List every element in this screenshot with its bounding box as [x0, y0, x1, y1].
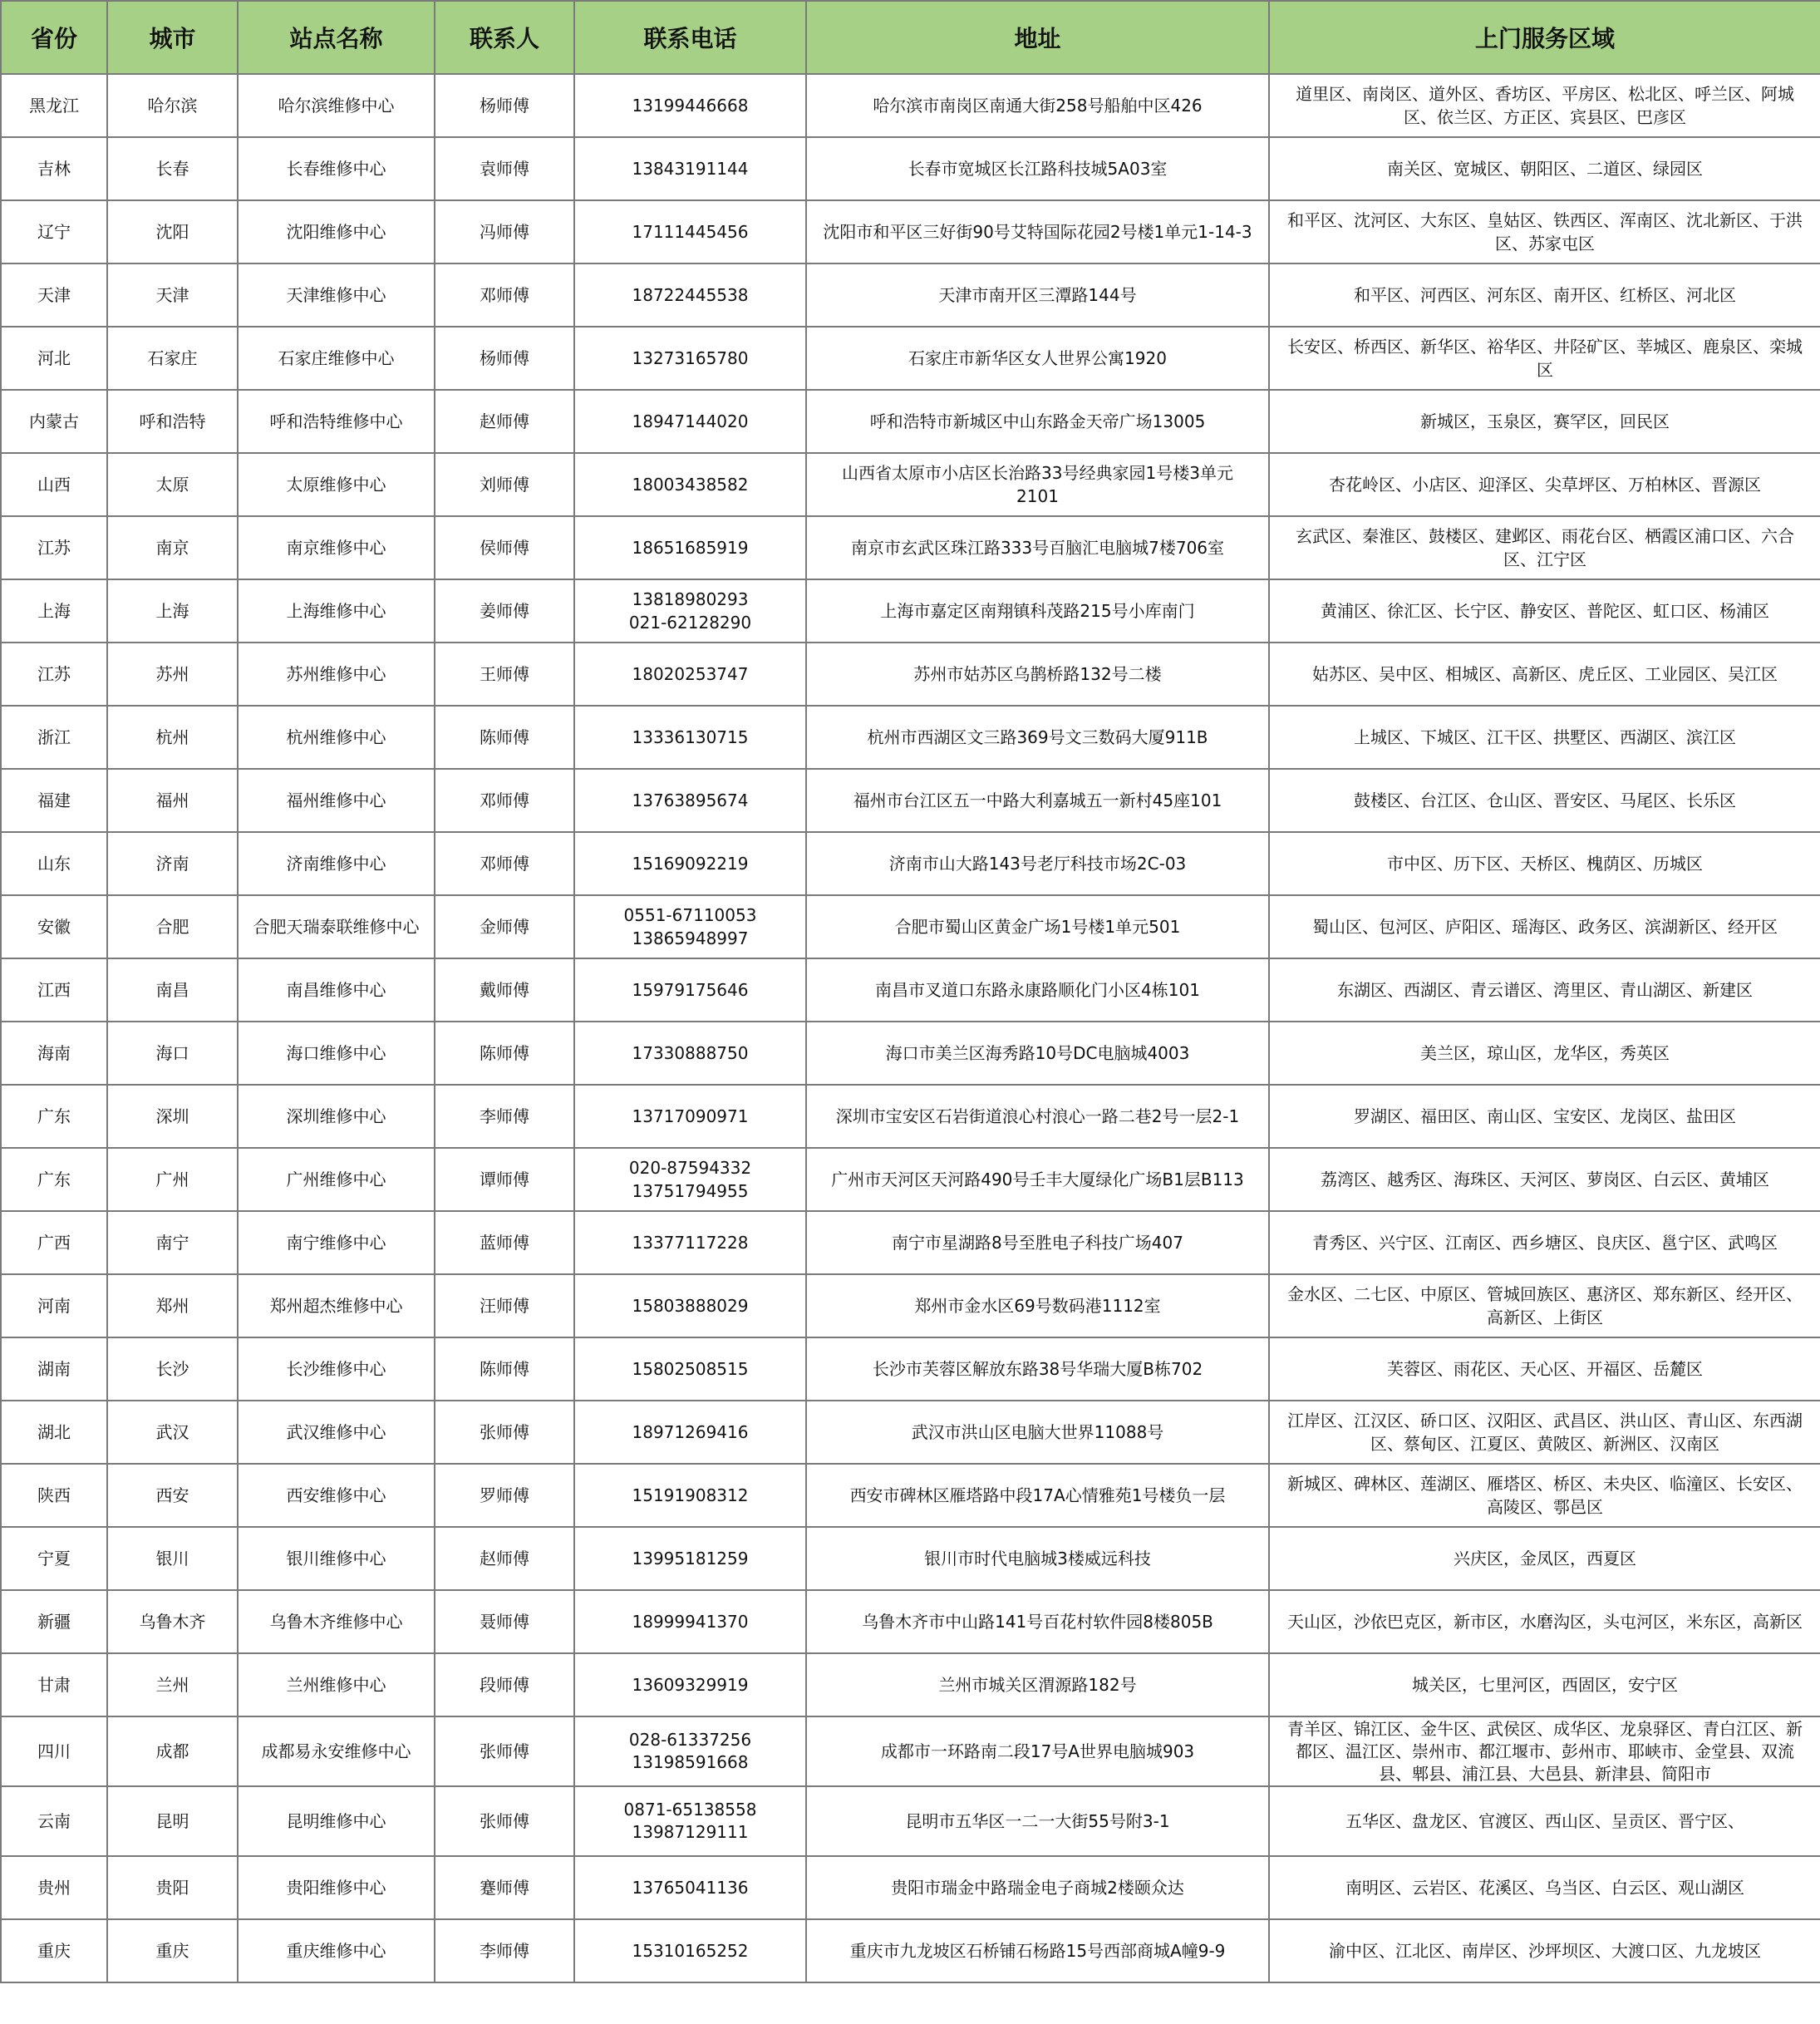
contact-cell: 杨师傅: [435, 74, 574, 137]
phone-number: 17330888750: [632, 1043, 749, 1063]
address-cell: 郑州市金水区69号数码港1112室: [806, 1274, 1269, 1337]
service-area-cell: 蜀山区、包河区、庐阳区、瑶海区、政务区、滨湖新区、经开区: [1269, 895, 1820, 958]
header-city: 城市: [107, 1, 238, 74]
service-area-cell: 青秀区、兴宁区、江南区、西乡塘区、良庆区、邕宁区、武鸣区: [1269, 1211, 1820, 1274]
service-area-cell: 江岸区、江汉区、硚口区、汉阳区、武昌区、洪山区、青山区、东西湖区、蔡甸区、江夏区、黄陂区、新洲区、汉南区: [1269, 1401, 1820, 1464]
city-cell: 武汉: [107, 1401, 238, 1464]
phone-number: 15803888029: [632, 1296, 749, 1316]
city-cell: 合肥: [107, 895, 238, 958]
phone-number: 18999941370: [632, 1612, 749, 1632]
contact-cell: 王师傅: [435, 643, 574, 706]
table-row: [1, 1464, 1820, 1527]
address-cell: 海口市美兰区海秀路10号DC电脑城4003: [806, 1022, 1269, 1085]
contact-cell: 侯师傅: [435, 516, 574, 579]
province-cell: 广东: [1, 1085, 107, 1148]
province-cell: 福建: [1, 769, 107, 832]
province-cell: 吉林: [1, 137, 107, 200]
phone-number: 18722445538: [632, 285, 749, 305]
address-cell: 山西省太原市小店区长治路33号经典家园1号楼3单元2101: [806, 453, 1269, 516]
phone-number: 028-61337256: [628, 1730, 752, 1750]
contact-cell: 陈师傅: [435, 1337, 574, 1401]
phone-cell: [574, 1085, 806, 1148]
province-cell: 辽宁: [1, 200, 107, 263]
phone-cell: [574, 453, 806, 516]
site-name-cell: 呼和浩特维修中心: [238, 390, 435, 453]
table-row: [1, 1786, 1820, 1856]
phone-cell: [574, 1274, 806, 1337]
site-name-cell: 广州维修中心: [238, 1148, 435, 1211]
address-cell: 南宁市星湖路8号至胜电子科技广场407: [806, 1211, 1269, 1274]
address-cell: 重庆市九龙坡区石桥铺石杨路15号西部商城A幢9-9: [806, 1919, 1269, 1982]
site-name-cell: 福州维修中心: [238, 769, 435, 832]
address-cell: 兰州市城关区渭源路182号: [806, 1653, 1269, 1716]
contact-cell: 李师傅: [435, 1085, 574, 1148]
city-cell: 长沙: [107, 1337, 238, 1401]
contact-cell: 姜师傅: [435, 579, 574, 643]
phone-cell: [574, 706, 806, 769]
phone-number: 0871-65138558: [623, 1800, 757, 1820]
site-name-cell: 上海维修中心: [238, 579, 435, 643]
city-cell: 重庆: [107, 1919, 238, 1982]
phone-cell: [574, 390, 806, 453]
city-cell: 沈阳: [107, 200, 238, 263]
table-row: [1, 1716, 1820, 1786]
city-cell: 太原: [107, 453, 238, 516]
service-area-cell: 荔湾区、越秀区、海珠区、天河区、萝岗区、白云区、黄埔区: [1269, 1148, 1820, 1211]
address-cell: 广州市天河区天河路490号壬丰大厦绿化广场B1层B113: [806, 1148, 1269, 1211]
table-row: [1, 74, 1820, 137]
service-area-cell: 芙蓉区、雨花区、天心区、开福区、岳麓区: [1269, 1337, 1820, 1401]
contact-cell: 张师傅: [435, 1401, 574, 1464]
province-cell: 贵州: [1, 1856, 107, 1919]
contact-cell: 陈师傅: [435, 1022, 574, 1085]
address-cell: 沈阳市和平区三好街90号艾特国际花园2号楼1单元1-14-3: [806, 200, 1269, 263]
phone-cell: [574, 137, 806, 200]
table-row: [1, 516, 1820, 579]
header-service-area: 上门服务区域: [1269, 1, 1820, 74]
table-row: [1, 1401, 1820, 1464]
city-cell: 南昌: [107, 958, 238, 1022]
table-row: [1, 579, 1820, 643]
city-cell: 上海: [107, 579, 238, 643]
site-name-cell: 武汉维修中心: [238, 1401, 435, 1464]
city-cell: 长春: [107, 137, 238, 200]
phone-number: 13751794955: [632, 1181, 749, 1201]
phone-number: 13865948997: [632, 928, 749, 948]
phone-cell: [574, 516, 806, 579]
table-row: [1, 1919, 1820, 1982]
service-area-cell: 新城区、碑林区、莲湖区、雁塔区、桥区、未央区、临潼区、长安区、高陵区、鄠邑区: [1269, 1464, 1820, 1527]
province-cell: 山东: [1, 832, 107, 895]
city-cell: 广州: [107, 1148, 238, 1211]
table-row: [1, 643, 1820, 706]
province-cell: 甘肃: [1, 1653, 107, 1716]
site-name-cell: 沈阳维修中心: [238, 200, 435, 263]
contact-cell: 张师傅: [435, 1716, 574, 1786]
province-cell: 安徽: [1, 895, 107, 958]
service-area-cell: 渝中区、江北区、南岸区、沙坪坝区、大渡口区、九龙坡区: [1269, 1919, 1820, 1982]
site-name-cell: 成都易永安维修中心: [238, 1716, 435, 1786]
table-row: [1, 263, 1820, 327]
service-area-cell: 姑苏区、吴中区、相城区、高新区、虎丘区、工业园区、吴江区: [1269, 643, 1820, 706]
phone-number: 020-87594332: [628, 1158, 752, 1178]
phone-number: 18971269416: [632, 1422, 749, 1442]
province-cell: 天津: [1, 263, 107, 327]
phone-number: 13995181259: [632, 1549, 749, 1568]
phone-cell: [574, 263, 806, 327]
table-row: [1, 769, 1820, 832]
table-row: [1, 706, 1820, 769]
phone-number: 15169092219: [632, 854, 749, 874]
address-cell: 南昌市叉道口东路永康路顺化门小区4栋101: [806, 958, 1269, 1022]
contact-cell: 汪师傅: [435, 1274, 574, 1337]
province-cell: 云南: [1, 1786, 107, 1856]
address-cell: 杭州市西湖区文三路369号文三数码大厦911B: [806, 706, 1269, 769]
province-cell: 内蒙古: [1, 390, 107, 453]
address-cell: 武汉市洪山区电脑大世界11088号: [806, 1401, 1269, 1464]
site-name-cell: 郑州超杰维修中心: [238, 1274, 435, 1337]
city-cell: 哈尔滨: [107, 74, 238, 137]
phone-number: 13717090971: [632, 1106, 749, 1126]
phone-cell: [574, 200, 806, 263]
table-row: [1, 1337, 1820, 1401]
site-name-cell: 南京维修中心: [238, 516, 435, 579]
province-cell: 四川: [1, 1716, 107, 1786]
contact-cell: 陈师傅: [435, 706, 574, 769]
site-name-cell: 杭州维修中心: [238, 706, 435, 769]
province-cell: 广西: [1, 1211, 107, 1274]
phone-cell: [574, 579, 806, 643]
phone-number: 0551-67110053: [623, 905, 757, 925]
service-area-cell: 鼓楼区、台江区、仓山区、晋安区、马尾区、长乐区: [1269, 769, 1820, 832]
address-cell: 长沙市芙蓉区解放东路38号华瑞大厦B栋702: [806, 1337, 1269, 1401]
province-cell: 湖南: [1, 1337, 107, 1401]
phone-cell: [574, 1527, 806, 1590]
site-name-cell: 太原维修中心: [238, 453, 435, 516]
address-cell: 昆明市五华区一二一大街55号附3-1: [806, 1786, 1269, 1856]
city-cell: 苏州: [107, 643, 238, 706]
service-area-cell: 美兰区，琼山区，龙华区，秀英区: [1269, 1022, 1820, 1085]
phone-number: 18651685919: [632, 538, 749, 558]
province-cell: 江苏: [1, 516, 107, 579]
table-row: [1, 1590, 1820, 1653]
city-cell: 银川: [107, 1527, 238, 1590]
table-row: [1, 1856, 1820, 1919]
city-cell: 石家庄: [107, 327, 238, 390]
province-cell: 江苏: [1, 643, 107, 706]
phone-number: 15191908312: [632, 1485, 749, 1505]
contact-cell: 张师傅: [435, 1786, 574, 1856]
contact-cell: 刘师傅: [435, 453, 574, 516]
phone-cell: [574, 1716, 806, 1786]
header-province: 省份: [1, 1, 107, 74]
city-cell: 济南: [107, 832, 238, 895]
site-name-cell: 海口维修中心: [238, 1022, 435, 1085]
service-area-cell: 南关区、宽城区、朝阳区、二道区、绿园区: [1269, 137, 1820, 200]
city-cell: 西安: [107, 1464, 238, 1527]
header-site-name: 站点名称: [238, 1, 435, 74]
contact-cell: 李师傅: [435, 1919, 574, 1982]
city-cell: 贵阳: [107, 1856, 238, 1919]
phone-number: 18947144020: [632, 411, 749, 431]
phone-number: 13336130715: [632, 727, 749, 747]
phone-cell: [574, 1022, 806, 1085]
city-cell: 兰州: [107, 1653, 238, 1716]
address-cell: 长春市宽城区长江路科技城5A03室: [806, 137, 1269, 200]
phone-cell: [574, 74, 806, 137]
phone-number: 13377117228: [632, 1233, 749, 1253]
city-cell: 郑州: [107, 1274, 238, 1337]
phone-cell: [574, 832, 806, 895]
table-row: [1, 137, 1820, 200]
city-cell: 乌鲁木齐: [107, 1590, 238, 1653]
province-cell: 宁夏: [1, 1527, 107, 1590]
table-row: [1, 832, 1820, 895]
phone-number: 15979175646: [632, 980, 749, 1000]
address-cell: 哈尔滨市南岗区南通大街258号船舶中区426: [806, 74, 1269, 137]
phone-cell: [574, 1148, 806, 1211]
table-row: [1, 390, 1820, 453]
contact-cell: 邓师傅: [435, 832, 574, 895]
phone-cell: [574, 958, 806, 1022]
address-cell: 南京市玄武区珠江路333号百脑汇电脑城7楼706室: [806, 516, 1269, 579]
phone-number: 13987129111: [632, 1822, 749, 1842]
phone-number: 18020253747: [632, 664, 749, 684]
city-cell: 福州: [107, 769, 238, 832]
address-cell: 西安市碑林区雁塔路中段17A心情雅苑1号楼负一层: [806, 1464, 1269, 1527]
contact-cell: 赵师傅: [435, 390, 574, 453]
table-row: [1, 327, 1820, 390]
contact-cell: 罗师傅: [435, 1464, 574, 1527]
province-cell: 上海: [1, 579, 107, 643]
contact-cell: 蹇师傅: [435, 1856, 574, 1919]
phone-number: 15802508515: [632, 1359, 749, 1379]
contact-cell: 杨师傅: [435, 327, 574, 390]
address-cell: 贵阳市瑞金中路瑞金电子商城2楼颐众达: [806, 1856, 1269, 1919]
province-cell: 湖北: [1, 1401, 107, 1464]
table-row: [1, 1085, 1820, 1148]
service-area-cell: 罗湖区、福田区、南山区、宝安区、龙岗区、盐田区: [1269, 1085, 1820, 1148]
table-row: [1, 1653, 1820, 1716]
header-address: 地址: [806, 1, 1269, 74]
table-row: [1, 200, 1820, 263]
city-cell: 天津: [107, 263, 238, 327]
province-cell: 河北: [1, 327, 107, 390]
city-cell: 杭州: [107, 706, 238, 769]
site-name-cell: 贵阳维修中心: [238, 1856, 435, 1919]
header-contact: 联系人: [435, 1, 574, 74]
site-name-cell: 银川维修中心: [238, 1527, 435, 1590]
service-area-cell: 东湖区、西湖区、青云谱区、湾里区、青山湖区、新建区: [1269, 958, 1820, 1022]
city-cell: 成都: [107, 1716, 238, 1786]
service-area-cell: 金水区、二七区、中原区、管城回族区、惠济区、郑东新区、经开区、高新区、上街区: [1269, 1274, 1820, 1337]
contact-cell: 谭师傅: [435, 1148, 574, 1211]
contact-cell: 聂师傅: [435, 1590, 574, 1653]
phone-cell: [574, 1653, 806, 1716]
phone-cell: [574, 1919, 806, 1982]
service-area-cell: 和平区、沈河区、大东区、皇姑区、铁西区、浑南区、沈北新区、于洪区、苏家屯区: [1269, 200, 1820, 263]
service-area-cell: 黄浦区、徐汇区、长宁区、静安区、普陀区、虹口区、杨浦区: [1269, 579, 1820, 643]
address-cell: 深圳市宝安区石岩街道浪心村浪心一路二巷2号一层2-1: [806, 1085, 1269, 1148]
site-name-cell: 济南维修中心: [238, 832, 435, 895]
phone-cell: [574, 895, 806, 958]
service-area-cell: 上城区、下城区、江干区、拱墅区、西湖区、滨江区: [1269, 706, 1820, 769]
province-cell: 海南: [1, 1022, 107, 1085]
phone-cell: [574, 1590, 806, 1653]
contact-cell: 金师傅: [435, 895, 574, 958]
city-cell: 呼和浩特: [107, 390, 238, 453]
site-name-cell: 乌鲁木齐维修中心: [238, 1590, 435, 1653]
site-name-cell: 石家庄维修中心: [238, 327, 435, 390]
province-cell: 河南: [1, 1274, 107, 1337]
address-cell: 合肥市蜀山区黄金广场1号楼1单元501: [806, 895, 1269, 958]
phone-cell: [574, 1401, 806, 1464]
address-cell: 济南市山大路143号老厅科技市场2C-03: [806, 832, 1269, 895]
address-cell: 苏州市姑苏区乌鹊桥路132号二楼: [806, 643, 1269, 706]
service-area-cell: 天山区，沙依巴克区，新市区，水磨沟区，头屯河区，米东区，高新区: [1269, 1590, 1820, 1653]
phone-number: 15310165252: [632, 1941, 749, 1961]
service-area-cell: 兴庆区，金凤区，西夏区: [1269, 1527, 1820, 1590]
service-area-cell: 杏花岭区、小店区、迎泽区、尖草坪区、万柏林区、晋源区: [1269, 453, 1820, 516]
service-area-cell: 南明区、云岩区、花溪区、乌当区、白云区、观山湖区: [1269, 1856, 1820, 1919]
phone-number: 13763895674: [632, 790, 749, 810]
address-cell: 石家庄市新华区女人世界公寓1920: [806, 327, 1269, 390]
phone-cell: [574, 327, 806, 390]
service-area-cell: 道里区、南岗区、道外区、香坊区、平房区、松北区、呼兰区、阿城区、依兰区、方正区、宾县区、巴彦区: [1269, 74, 1820, 137]
service-area-cell: 五华区、盘龙区、官渡区、西山区、呈贡区、晋宁区、: [1269, 1786, 1820, 1856]
city-cell: 深圳: [107, 1085, 238, 1148]
table-row: [1, 1527, 1820, 1590]
site-name-cell: 合肥天瑞泰联维修中心: [238, 895, 435, 958]
service-area-cell: 长安区、桥西区、新华区、裕华区、井陉矿区、莘城区、鹿泉区、栾城区: [1269, 327, 1820, 390]
phone-cell: [574, 1464, 806, 1527]
site-name-cell: 兰州维修中心: [238, 1653, 435, 1716]
address-cell: 福州市台江区五一中路大利嘉城五一新村45座101: [806, 769, 1269, 832]
phone-cell: [574, 1786, 806, 1856]
table-row: [1, 958, 1820, 1022]
service-area-cell: 玄武区、秦淮区、鼓楼区、建邺区、雨花台区、栖霞区浦口区、六合区、江宁区: [1269, 516, 1820, 579]
address-cell: 银川市时代电脑城3楼威远科技: [806, 1527, 1269, 1590]
service-area-cell: 新城区，玉泉区，赛罕区，回民区: [1269, 390, 1820, 453]
contact-cell: 戴师傅: [435, 958, 574, 1022]
site-name-cell: 长春维修中心: [238, 137, 435, 200]
address-cell: 成都市一环路南二段17号A世界电脑城903: [806, 1716, 1269, 1786]
table-row: [1, 1211, 1820, 1274]
contact-cell: 段师傅: [435, 1653, 574, 1716]
province-cell: 黑龙江: [1, 74, 107, 137]
table-row: [1, 1274, 1820, 1337]
address-cell: 天津市南开区三潭路144号: [806, 263, 1269, 327]
province-cell: 陕西: [1, 1464, 107, 1527]
table-row: [1, 1148, 1820, 1211]
city-cell: 南京: [107, 516, 238, 579]
service-area-cell: 和平区、河西区、河东区、南开区、红桥区、河北区: [1269, 263, 1820, 327]
site-name-cell: 长沙维修中心: [238, 1337, 435, 1401]
table-body: [1, 74, 1820, 1982]
table-row: [1, 895, 1820, 958]
phone-number: 13765041136: [632, 1878, 749, 1898]
phone-cell: [574, 643, 806, 706]
header-phone: 联系电话: [574, 1, 806, 74]
address-cell: 上海市嘉定区南翔镇科茂路215号小库南门: [806, 579, 1269, 643]
contact-cell: 冯师傅: [435, 200, 574, 263]
city-cell: 南宁: [107, 1211, 238, 1274]
table-row: [1, 1022, 1820, 1085]
table-row: [1, 453, 1820, 516]
province-cell: 广东: [1, 1148, 107, 1211]
service-area-cell: 青羊区、锦江区、金牛区、武侯区、成华区、龙泉驿区、青白江区、新都区、温江区、崇州市、都江堰市、彭州市、耶峡市、金堂县、双流县、郫县、浦江县、大邑县、新津县、简阳市: [1269, 1716, 1820, 1786]
table-header-row: [1, 1, 1820, 74]
phone-number: 18003438582: [632, 475, 749, 495]
phone-number: 13273165780: [632, 348, 749, 368]
contact-cell: 邓师傅: [435, 769, 574, 832]
site-name-cell: 苏州维修中心: [238, 643, 435, 706]
address-cell: 乌鲁木齐市中山路141号百花村软件园8楼805B: [806, 1590, 1269, 1653]
province-cell: 江西: [1, 958, 107, 1022]
contact-cell: 袁师傅: [435, 137, 574, 200]
city-cell: 昆明: [107, 1786, 238, 1856]
site-name-cell: 天津维修中心: [238, 263, 435, 327]
contact-cell: 邓师傅: [435, 263, 574, 327]
phone-cell: [574, 1856, 806, 1919]
province-cell: 浙江: [1, 706, 107, 769]
phone-cell: [574, 769, 806, 832]
phone-number: 021-62128290: [628, 613, 752, 633]
site-name-cell: 西安维修中心: [238, 1464, 435, 1527]
contact-cell: 赵师傅: [435, 1527, 574, 1590]
site-name-cell: 南昌维修中心: [238, 958, 435, 1022]
province-cell: 重庆: [1, 1919, 107, 1982]
phone-number: 13199446668: [632, 96, 749, 116]
service-area-cell: 市中区、历下区、天桥区、槐荫区、历城区: [1269, 832, 1820, 895]
contact-cell: 蓝师傅: [435, 1211, 574, 1274]
phone-number: 13609329919: [632, 1675, 749, 1695]
service-area-cell: 城关区，七里河区，西固区，安宁区: [1269, 1653, 1820, 1716]
province-cell: 新疆: [1, 1590, 107, 1653]
site-name-cell: 南宁维修中心: [238, 1211, 435, 1274]
site-name-cell: 深圳维修中心: [238, 1085, 435, 1148]
phone-number: 13198591668: [632, 1752, 749, 1772]
site-name-cell: 哈尔滨维修中心: [238, 74, 435, 137]
phone-number: 13843191144: [632, 159, 749, 179]
phone-number: 13818980293: [632, 589, 749, 609]
site-name-cell: 重庆维修中心: [238, 1919, 435, 1982]
city-cell: 海口: [107, 1022, 238, 1085]
address-cell: 呼和浩特市新城区中山东路金天帝广场13005: [806, 390, 1269, 453]
phone-cell: [574, 1337, 806, 1401]
phone-number: 17111445456: [632, 222, 749, 242]
site-name-cell: 昆明维修中心: [238, 1786, 435, 1856]
province-cell: 山西: [1, 453, 107, 516]
phone-cell: [574, 1211, 806, 1274]
